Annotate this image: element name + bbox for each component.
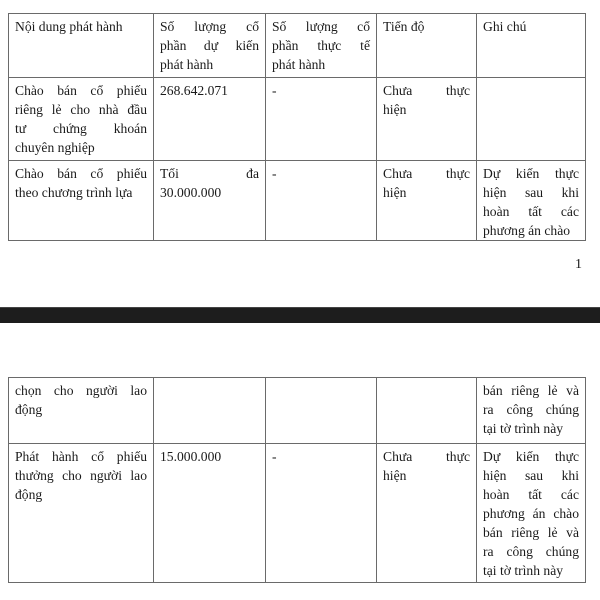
cell-text-line: Ghi chú (483, 19, 527, 34)
cell-text-line: tại tờ trình này (483, 421, 564, 436)
cell-text-line: riêng lẻ cho nhà đầu (15, 102, 147, 117)
table-row (9, 161, 586, 241)
cell-text-line: hiện (383, 102, 407, 117)
cell-progress (377, 161, 477, 241)
cell-note (477, 14, 586, 78)
cell-actual-shares (266, 78, 377, 161)
cell-text-line: 15.000.000 (160, 449, 222, 464)
cell-text-line: hiện sau khi (483, 468, 579, 483)
cell-progress (377, 78, 477, 161)
cell-planned-shares (154, 378, 266, 444)
cell-text-line: phát hành (160, 57, 214, 72)
table-row (9, 78, 586, 161)
cell-progress (377, 378, 477, 444)
cell-text-line: chuyên nghiệp (15, 140, 95, 155)
cell-text-line: hiện sau khi (483, 185, 579, 200)
cell-text-line: tư chứng khoán (15, 121, 147, 136)
cell-text-line: - (272, 449, 277, 464)
table-row (9, 378, 586, 444)
cell-text-line: Chào bán cổ phiếu (15, 166, 147, 181)
cell-progress (377, 444, 477, 583)
cell-text-line: phương án chào (483, 223, 571, 238)
cell-text-line: phần thực tế (272, 38, 370, 53)
cell-text-line: Tối đa (160, 166, 259, 181)
cell-text-line: phần dự kiến (160, 38, 259, 53)
issuance-table-page1 (8, 13, 586, 241)
cell-text-line: chọn cho người lao (15, 383, 147, 398)
cell-text-line: bán riêng lẻ và (483, 525, 579, 540)
cell-content (9, 161, 154, 241)
cell-text-line: thưởng cho người lao (15, 468, 147, 483)
page-number: 1 (575, 257, 582, 272)
cell-planned-shares (154, 14, 266, 78)
cell-text-line: ra công chúng (483, 544, 579, 559)
cell-note (477, 444, 586, 583)
cell-content (9, 78, 154, 161)
cell-text-line: Chưa thực (383, 83, 470, 98)
cell-text-line: bán riêng lẻ và (483, 383, 579, 398)
table-row (9, 444, 586, 583)
cell-text-line: Chưa thực (383, 449, 470, 464)
cell-text-line: tại tờ trình này (483, 563, 564, 578)
cell-note (477, 78, 586, 161)
cell-text-line: Phát hành cổ phiếu (15, 449, 147, 464)
cell-text-line: - (272, 83, 277, 98)
cell-actual-shares (266, 378, 377, 444)
cell-text-line: Chào bán cổ phiếu (15, 83, 147, 98)
cell-content (9, 378, 154, 444)
issuance-table-page2 (8, 377, 586, 583)
cell-planned-shares (154, 161, 266, 241)
cell-text-line: động (15, 487, 43, 502)
cell-text-line: Chưa thực (383, 166, 470, 181)
cell-text-line: theo chương trình lựa (15, 185, 133, 200)
cell-text-line: Dự kiến thực (483, 449, 579, 464)
cell-text-line: Nội dung phát hành (15, 19, 123, 34)
cell-actual-shares (266, 444, 377, 583)
cell-text-line: hiện (383, 185, 407, 200)
cell-text-line: hoàn tất các (483, 204, 579, 219)
cell-progress (377, 14, 477, 78)
cell-planned-shares (154, 78, 266, 161)
cell-text-line: - (272, 166, 277, 181)
cell-text-line: phát hành (272, 57, 326, 72)
cell-text-line: Số lượng cổ (160, 19, 259, 34)
cell-content (9, 444, 154, 583)
cell-text-line: 268.642.071 (160, 83, 228, 98)
cell-note (477, 378, 586, 444)
cell-text-line: Tiến độ (383, 19, 425, 34)
page-separator (0, 307, 600, 323)
cell-planned-shares (154, 444, 266, 583)
cell-note (477, 161, 586, 241)
cell-text-line: Dự kiến thực (483, 166, 579, 181)
cell-text-line: ra công chúng (483, 402, 579, 417)
cell-content (9, 14, 154, 78)
cell-text-line: động (15, 402, 43, 417)
cell-text-line: phương án chào (483, 506, 579, 521)
cell-actual-shares (266, 161, 377, 241)
cell-text-line: hiện (383, 468, 407, 483)
table-row (9, 14, 586, 78)
cell-text-line: hoàn tất các (483, 487, 579, 502)
cell-text-line: 30.000.000 (160, 185, 222, 200)
cell-actual-shares (266, 14, 377, 78)
cell-text-line: Số lượng cổ (272, 19, 370, 34)
